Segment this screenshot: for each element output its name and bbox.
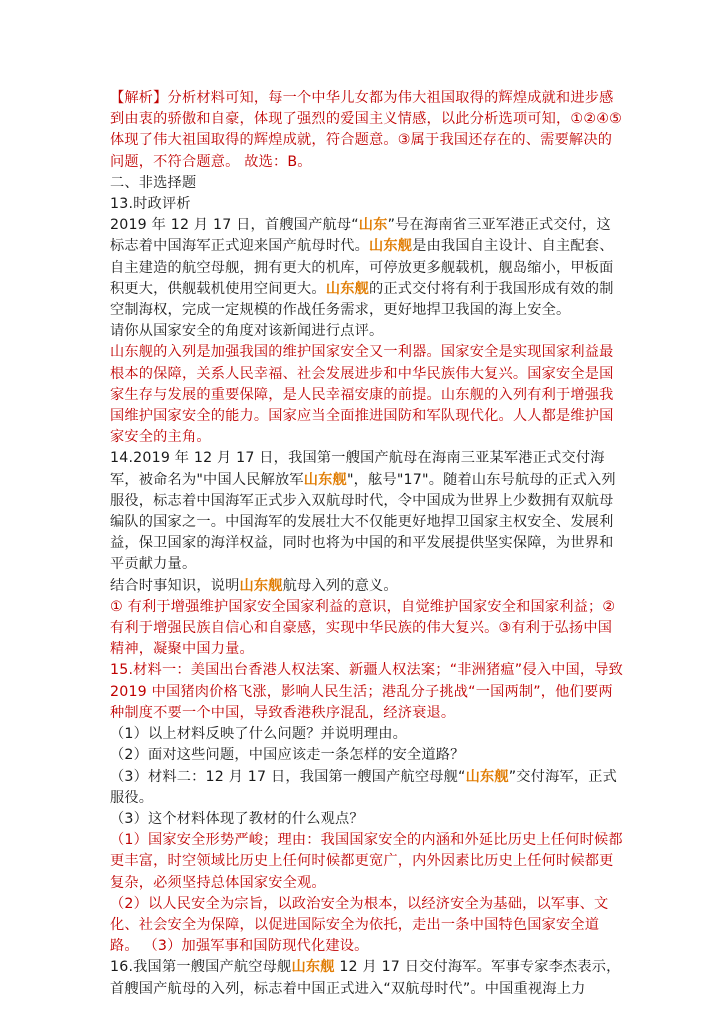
q13-question: 请你从国家安全的角度对该新闻进行点评。 xyxy=(110,323,384,340)
highlight-shandong: 山东 xyxy=(358,217,388,234)
q15-answer1: （1）国家安全形势严峻；理由：我国国家安全的内涵和外延比历史上任何时候都更丰富，时空领域比历史上任何时候都更宽广，内外因素比历史上任何时候都更复杂，必须坚持总体国家安全观。 xyxy=(110,832,623,891)
q13-material xyxy=(110,215,624,321)
q15-material1: 15.材料一：美国出台香港人权法案、新疆人权法案；“非洲猪瘟”侵入中国，导致 2019 中国猪肉价格飞涨，影响人民生活；港乱分子挑战“一国两制”，他们要两种制度不要一个中国，导致香港秩序混乱，经济衰退。 xyxy=(110,662,624,721)
q16-material xyxy=(110,957,624,999)
section-title: 二、非选择题 xyxy=(110,174,197,191)
text-run: 16.我国第一艘国产航空母舰 xyxy=(110,959,292,976)
text-run: ”号在海南省三亚军港正式交付，这标志着中国海军正式迎来国产航母时代。 xyxy=(110,217,611,255)
q15-sub3: （3）这个材料体现了教材的什么观点？ xyxy=(110,810,364,827)
text-run: 2019 年 12 月 17 日，首艘国产航母“ xyxy=(110,217,359,234)
highlight-shandong: 山东舰 xyxy=(239,577,283,594)
q15-sub1: （1）以上材料反映了什么问题？并说明理由。 xyxy=(110,726,407,743)
q14-answer: ① 有利于增强维护国家安全国家利益的意识，自觉维护国家安全和国家利益；②有利于增强民族自信心和自豪感，实现中华民族的伟大复兴。③有利于弘扬中国精神，凝聚中国力量。 xyxy=(110,598,616,658)
q15-answer2: （2）以人民安全为宗旨，以政治安全为根本，以经济安全为基础，以军事、文化、社会安全为保障，以促进国际安全为依托，走出一条中国特色国家安全道路。 （3）加强军事和国防现代化建设。 xyxy=(110,895,609,955)
text-run: "，舷号"17"。随着山东号航母的正式入列服役，标志着中国海军正式步入双航母时代，令中国成为世界上少数拥有双航母编队的国家之一。中国海军的发展壮大不仅能更好地捍卫国家主权安全、发展利益，保卫国家的海洋权益，同时也将为中国的和平发展提供坚实保障，为世界和平贡献力量。 xyxy=(110,471,616,573)
text-run: 航母入列的意义。 xyxy=(282,577,398,594)
q14-question xyxy=(110,576,624,597)
text-run: （3）材料二：12 月 17 日，我国第一艘国产航空母舰“ xyxy=(110,768,466,785)
highlight-shandong: 山东舰 xyxy=(465,768,509,785)
text-run: 的正式交付将有利于我国形成有效的制空制海权，完成一定规模的作战任务需求，更好地捍卫我国的海上安全。 xyxy=(110,280,614,319)
highlight-shandong: 山东舰 xyxy=(368,238,413,255)
text-run: 是由我国自主设计、自主配套、自主建造的航空母舰，拥有更大的机库，可停放更多舰载机，舰岛缩小，甲板面积更大，供舰载机使用空间更大。 xyxy=(110,238,614,297)
highlight-shandong: 山东舰 xyxy=(325,280,369,297)
text-run: 结合时事知识，说明 xyxy=(110,577,240,594)
q14-material xyxy=(110,448,624,575)
text-run: ”交付海军，正式服役。 xyxy=(110,768,618,806)
highlight-shandong: 山东舰 xyxy=(303,471,347,488)
q15-material2 xyxy=(110,767,624,809)
q15-sub2: （2）面对这些问题，中国应该走一条怎样的安全道路？ xyxy=(110,747,465,764)
text-run: 12 月 17 日交付海军。军事专家李杰表示，首艘国产航母的入列，标志着中国正式进入“双航母时代”。中国重视海上力 xyxy=(110,959,621,997)
analysis-paragraph: 【解析】分析材料可知，每一个中华儿女都为伟大祖国取得的辉煌成就和进步感到由衷的骄傲和自豪，体现了强烈的爱国主义情感，以此分析选项可知，①②④⑤体现了伟大祖国取得的辉煌成就，符合题意。③属于我国还存在的、需要解决的问题，不符合题意。 故选：B。 xyxy=(110,90,623,170)
highlight-shandong: 山东舰 xyxy=(291,959,335,976)
q13-title: 13.时政评析 xyxy=(110,196,191,213)
q13-answer: 山东舰的入列是加强我国的维护国家安全又一利器。国家安全是实现国家利益最根本的保障，关系人民幸福、社会发展进步和中华民族伟大复兴。国家安全是国家生存与发展的重要保障，是人民幸福安康的前提。山东舰的入列有利于增强我国维护国家安全的能力。国家应当全面推进国防和军队现代化。人人都是维护国家安全的主角。 xyxy=(110,344,614,446)
text-run: 14.2019 年 12 月 17 日，我国第一艘国产航母在海南三亚某军港正式交付海军，被命名为"中国人民解放军 xyxy=(110,450,605,488)
